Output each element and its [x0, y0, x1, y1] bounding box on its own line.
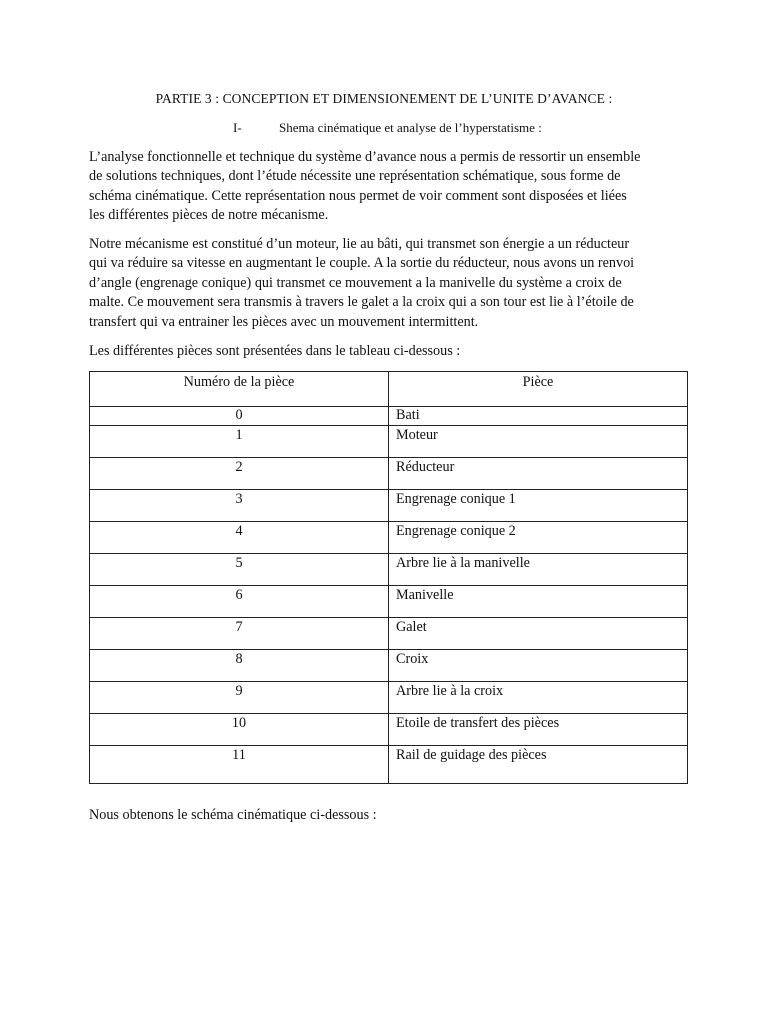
paragraph-line: les différentes pièces de notre mécanisme. [89, 207, 329, 224]
paragraph-line: transfert qui va entrainer les pièces avec un mouvement intermittent. [89, 313, 479, 330]
part-name: Moteur [389, 426, 688, 458]
page-title: PARTIE 3 : CONCEPTION ET DIMENSIONEMENT DE L’UNITE D’AVANCE : [155, 91, 613, 106]
paragraph-line: malte. Ce mouvement sera transmis à travers le galet a la croix qui a son tour est lie à l’étoile de [89, 294, 634, 311]
part-name: Arbre lie à la croix [389, 682, 688, 714]
section-number: I- [233, 120, 242, 135]
table-row [90, 554, 688, 586]
table-row [90, 522, 688, 554]
table-header-row [90, 372, 688, 407]
part-number: 4 [90, 522, 389, 554]
part-name: Manivelle [389, 586, 688, 618]
header-part-number: Numéro de la pièce [90, 372, 389, 407]
part-number: 2 [90, 458, 389, 490]
part-name: Engrenage conique 1 [389, 490, 688, 522]
table-row [90, 586, 688, 618]
table-row [90, 426, 688, 458]
table-row [90, 490, 688, 522]
part-number: 1 [90, 426, 389, 458]
paragraph-line: de solutions techniques, dont l’étude nécessite une représentation schématique, sous forme de [89, 168, 621, 185]
paragraph-line: L’analyse fonctionnelle et technique du système d’avance nous a permis de ressortir un ensemble [89, 149, 641, 165]
table-row [90, 618, 688, 650]
part-number: 8 [90, 650, 389, 682]
section-title: Shema cinématique et analyse de l’hyperstatisme : [279, 120, 542, 135]
table-intro [89, 342, 689, 361]
part-number: 5 [90, 554, 389, 586]
parts-table [89, 371, 688, 784]
part-name: Engrenage conique 2 [389, 522, 688, 554]
part-number: 7 [90, 618, 389, 650]
table-row [90, 714, 688, 746]
part-name: Arbre lie à la manivelle [389, 554, 688, 586]
part-number: 0 [90, 407, 389, 426]
table-row [90, 458, 688, 490]
paragraph-mechanism [89, 235, 689, 332]
table-row [90, 682, 688, 714]
part-number: 6 [90, 586, 389, 618]
part-number: 9 [90, 682, 389, 714]
part-name: Réducteur [389, 458, 688, 490]
table-intro-text: Les différentes pièces sont présentées dans le tableau ci-dessous : [89, 343, 461, 359]
part-number: 10 [90, 714, 389, 746]
part-number: 11 [90, 746, 389, 784]
part-name: Bati [389, 407, 688, 426]
part-name: Galet [389, 618, 688, 650]
closing-line [89, 806, 689, 825]
part-name: Rail de guidage des pièces [389, 746, 688, 784]
table-row [90, 746, 688, 784]
paragraph-line: qui va réduire sa vitesse en augmentant le couple. A la sortie du réducteur, nous avons un renvoi [89, 255, 635, 272]
table-row [90, 650, 688, 682]
closing-text: Nous obtenons le schéma cinématique ci-dessous : [89, 807, 377, 823]
part-name: Etoile de transfert des pièces [389, 714, 688, 746]
part-name: Croix [389, 650, 688, 682]
table-row [90, 407, 688, 426]
part-number: 3 [90, 490, 389, 522]
paragraph-line: schéma cinématique. Cette représentation nous permet de voir comment sont disposées et liées [89, 187, 627, 204]
paragraph-line: Notre mécanisme est constitué d’un moteur, lie au bâti, qui transmet son énergie a un réducteur [89, 236, 630, 252]
header-part-name: Pièce [389, 372, 688, 407]
paragraph-intro [89, 148, 689, 226]
paragraph-line: d’angle (engrenage conique) qui transmet ce mouvement a la manivelle du système a croix de [89, 274, 622, 291]
